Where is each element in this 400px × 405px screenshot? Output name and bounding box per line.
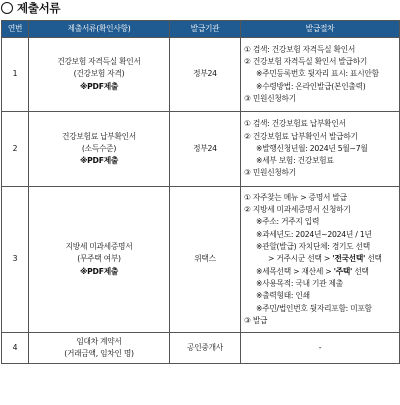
section-title	[0, 0, 60, 16]
procedure-cell	[241, 112, 400, 187]
row-number: 2	[2, 112, 29, 187]
document-name-cell	[29, 333, 170, 364]
procedure-step: ※수령방법: 온라인발급(본인출력)	[256, 81, 366, 91]
document-line: (거래금액, 임차인 명)	[64, 349, 134, 358]
document-line: (무주택 여부)	[77, 254, 121, 264]
procedure-cell	[241, 187, 400, 333]
document-line: (건강보험 자격)	[73, 69, 125, 79]
procedure-cell	[241, 333, 400, 364]
procedure-step: ① 자주찾는 메뉴 > 증명서 발급	[244, 192, 347, 202]
section-title-text: 제출서류	[17, 1, 61, 15]
procedure-step: ※세부 보험: 건강보험료	[256, 156, 334, 166]
documents-table	[1, 20, 400, 364]
procedure-step: ※세목선택 > 재산세 > '주택' 선택	[256, 266, 369, 276]
table-row	[2, 333, 400, 364]
procedure-step: > 거주시군 선택 > '전국선택' 선택	[268, 254, 382, 264]
issuer-cell: 공인중개사	[170, 333, 241, 364]
procedure-step: ② 지방세 미과세증명서 신청하기	[244, 205, 351, 215]
procedure-step: ※주민등록번호 뒷자리 표시: 표시안함	[256, 69, 379, 79]
document-name-cell	[29, 38, 170, 112]
emphasis-text: '주택'	[333, 266, 353, 276]
issuer-cell: 위택스	[170, 187, 241, 333]
row-number: 4	[2, 333, 29, 364]
procedure-step: ② 건강보험 자격득실 확인서 발급하기	[244, 57, 368, 67]
document-line: 건강보험 자격득실 확인서	[57, 57, 141, 67]
row-number: 3	[2, 187, 29, 333]
table-row	[2, 112, 400, 187]
document-line: (소득수준)	[81, 143, 117, 153]
procedure-step: ※관할(발급) 자치단체: 경기도 선택	[256, 242, 370, 252]
procedure-step: ② 건강보험료 납부확인서 발급하기	[244, 131, 358, 141]
procedure-step: ① 검색: 건강보험 자격득실 확인서	[244, 44, 356, 54]
col-header-no: 연번	[2, 21, 29, 38]
procedure-step: ① 검색: 건강보험료 납부확인서	[244, 119, 346, 129]
procedure-step: ※주소: 거주지 입력	[256, 217, 320, 227]
pdf-submit-note: ※PDF제출	[79, 266, 119, 276]
document-line: 지방세 미과세증명서	[65, 242, 133, 252]
issuer-cell: 정부24	[170, 38, 241, 112]
table-row	[2, 187, 400, 333]
procedure-step: ③ 발급	[244, 315, 268, 325]
col-header-document: 제출서류(확인사항)	[29, 21, 170, 38]
procedure-step: ※출력형태: 인쇄	[256, 291, 310, 301]
procedure-step: ③ 민원신청하기	[244, 168, 296, 178]
document-name-cell	[29, 187, 170, 333]
col-header-issuer: 발급기관	[170, 21, 241, 38]
table-row	[2, 38, 400, 112]
circle-bullet-icon	[1, 2, 13, 14]
procedure-step: -	[318, 342, 322, 352]
table-header-row	[2, 21, 400, 38]
emphasis-text: '전국선택'	[332, 254, 366, 264]
document-line: 임대차 계약서	[76, 336, 122, 346]
procedure-step: ※주민/법인번호 뒷자리포함: 미포함	[256, 303, 372, 313]
procedure-step: ※발행신청년월: 2024년 5월~7월	[256, 143, 368, 153]
procedure-step: ※과세년도: 2024년~2024년 / 1년	[256, 229, 372, 239]
procedure-cell	[241, 38, 400, 112]
document-name-cell	[29, 112, 170, 187]
pdf-submit-note: ※PDF제출	[79, 81, 119, 91]
procedure-step: ※사용목적: 국내 기관 제출	[256, 278, 343, 288]
row-number: 1	[2, 38, 29, 112]
col-header-procedure: 발급절차	[241, 21, 400, 38]
pdf-submit-note: ※PDF제출	[79, 156, 119, 166]
issuer-cell: 정부24	[170, 112, 241, 187]
procedure-step: ③ 민원신청하기	[244, 93, 296, 103]
document-line: 건강보험료 납부확인서	[62, 131, 136, 141]
